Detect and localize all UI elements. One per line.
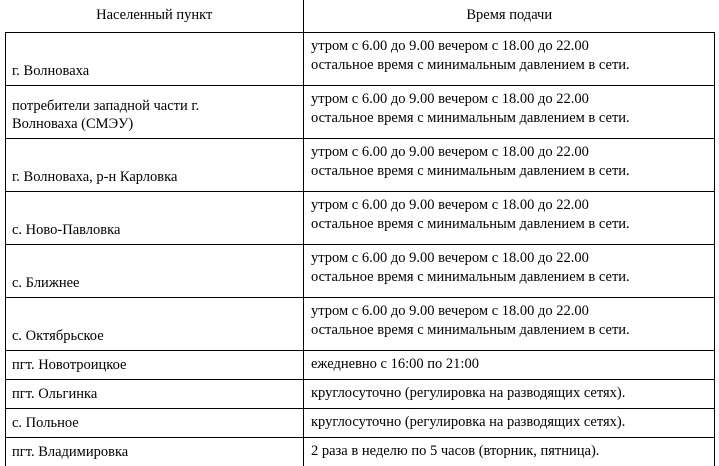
table-row	[6, 351, 715, 380]
table-row	[6, 409, 715, 438]
table-row	[6, 438, 715, 466]
time-line: остальное время с минимальным давлением в сети.	[311, 268, 708, 287]
table-row	[6, 298, 715, 351]
cell-time	[304, 192, 715, 245]
cell-time	[304, 409, 715, 438]
table-row	[6, 33, 715, 86]
cell-time	[304, 33, 715, 86]
table-row	[6, 245, 715, 298]
time-line: круглосуточно (регулировка на разводящих сетях).	[311, 413, 708, 432]
locality-line: потребители западной части г.	[12, 97, 297, 116]
column-header-locality: Населенный пункт	[6, 0, 304, 33]
time-line: 2 раза в неделю по 5 часов (вторник, пятница).	[311, 442, 708, 461]
locality-line: с. Ближнее	[12, 274, 297, 293]
table-row	[6, 86, 715, 139]
cell-locality	[6, 298, 304, 351]
time-line: остальное время с минимальным давлением в сети.	[311, 109, 708, 128]
time-line: утром с 6.00 до 9.00 вечером с 18.00 до 22.00	[311, 90, 708, 109]
cell-time	[304, 139, 715, 192]
table-row	[6, 380, 715, 409]
time-line: круглосуточно (регулировка на разводящих сетях).	[311, 384, 708, 403]
locality-line: г. Волноваха	[12, 62, 297, 81]
table-header-row	[6, 0, 715, 33]
cell-locality	[6, 192, 304, 245]
locality-line: с. Ново-Павловка	[12, 221, 297, 240]
cell-locality	[6, 409, 304, 438]
cell-locality	[6, 86, 304, 139]
locality-line: Волноваха (СМЭУ)	[12, 115, 297, 134]
table-body	[6, 33, 715, 466]
table-row	[6, 139, 715, 192]
locality-line: пгт. Владимировка	[12, 443, 297, 462]
cell-time	[304, 438, 715, 466]
cell-locality	[6, 245, 304, 298]
cell-time	[304, 380, 715, 409]
time-line: остальное время с минимальным давлением в сети.	[311, 56, 708, 75]
time-line: утром с 6.00 до 9.00 вечером с 18.00 до 22.00	[311, 249, 708, 268]
cell-locality	[6, 139, 304, 192]
time-line: остальное время с минимальным давлением в сети.	[311, 321, 708, 340]
column-header-time: Время подачи	[304, 0, 715, 33]
locality-line: г. Волноваха, р-н Карловка	[12, 168, 297, 187]
time-line: утром с 6.00 до 9.00 вечером с 18.00 до 22.00	[311, 37, 708, 56]
cell-locality	[6, 33, 304, 86]
cell-locality	[6, 351, 304, 380]
locality-line: пгт. Новотроицкое	[12, 356, 297, 375]
cell-locality	[6, 438, 304, 466]
water-supply-schedule-table	[5, 0, 715, 466]
time-line: утром с 6.00 до 9.00 вечером с 18.00 до 22.00	[311, 143, 708, 162]
time-line: ежедневно с 16:00 по 21:00	[311, 355, 708, 374]
time-line: утром с 6.00 до 9.00 вечером с 18.00 до 22.00	[311, 196, 708, 215]
locality-line: пгт. Ольгинка	[12, 385, 297, 404]
time-line: остальное время с минимальным давлением в сети.	[311, 215, 708, 234]
locality-line: с. Октябрьское	[12, 327, 297, 346]
cell-time	[304, 351, 715, 380]
table-header	[6, 0, 715, 33]
table-row	[6, 192, 715, 245]
time-line: утром с 6.00 до 9.00 вечером с 18.00 до 22.00	[311, 302, 708, 321]
locality-line: с. Польное	[12, 414, 297, 433]
cell-locality	[6, 380, 304, 409]
cell-time	[304, 298, 715, 351]
cell-time	[304, 86, 715, 139]
time-line: остальное время с минимальным давлением в сети.	[311, 162, 708, 181]
cell-time	[304, 245, 715, 298]
